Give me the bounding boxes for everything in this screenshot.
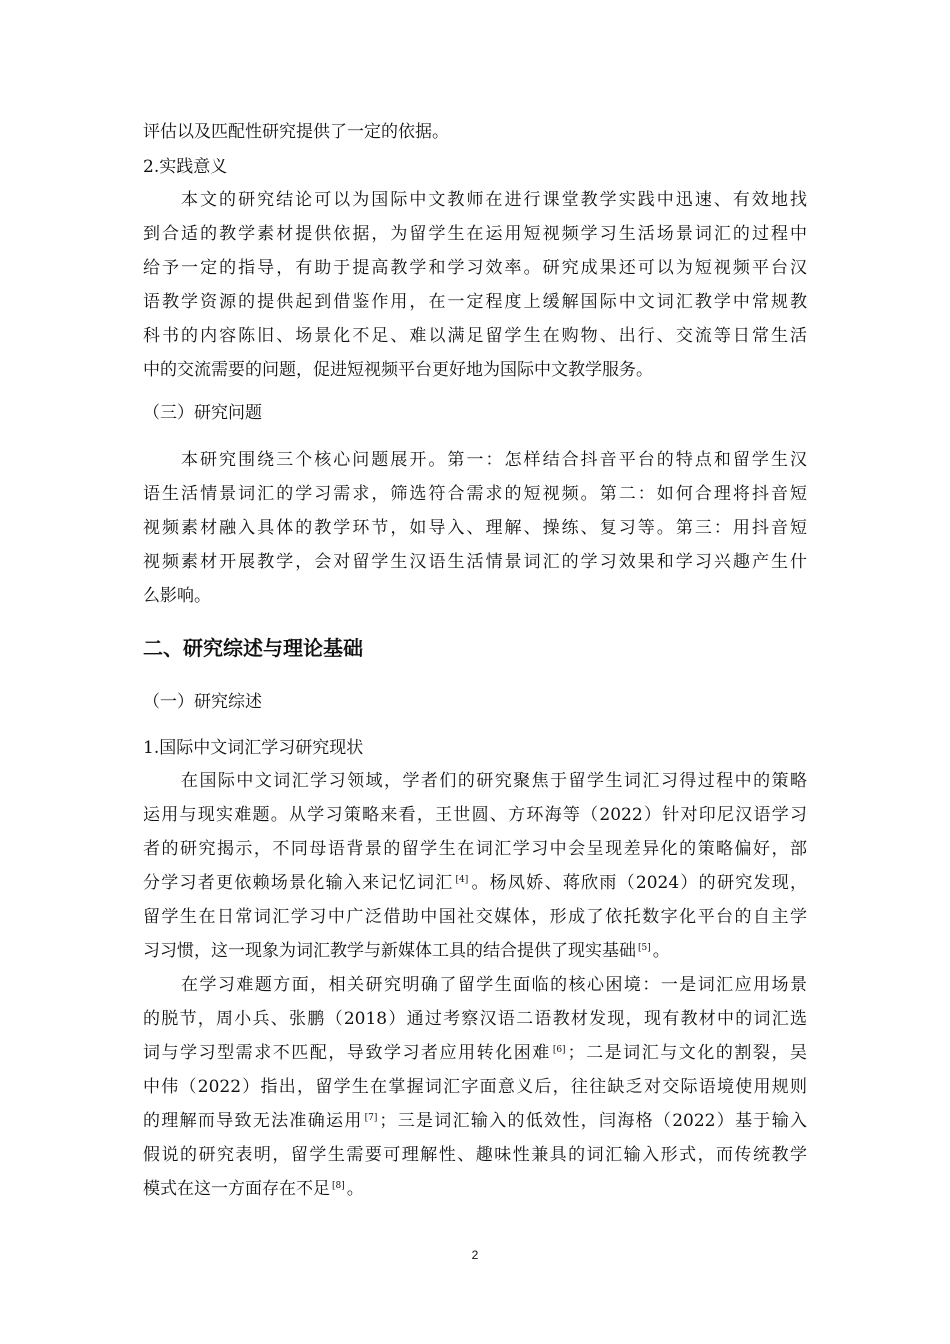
text-line	[143, 1045, 807, 1062]
text-fragment: 词与学习型需求不匹配，导致学习者应用转化困难	[143, 1043, 551, 1063]
text-line: 语生活情景词汇的学习需求，筛选符合需求的短视频。第二：如何合理将抖音短	[143, 484, 807, 504]
practical-heading: 2.实践意义	[143, 157, 228, 177]
text-line: 在国际中文词汇学习领域，学者们的研究聚焦于留学生词汇习得过程中的策略	[181, 771, 807, 791]
text-line: 么影响。	[143, 586, 211, 606]
text-line: 运用与现实难题。从学习策略来看，王世圆、方环海等（2022）针对印尼汉语学习	[143, 805, 807, 825]
text-line: 视频素材融入具体的教学环节，如导入、理解、操练、复习等。第三：用抖音短	[143, 518, 807, 538]
text-line: 科书的内容陈旧、场景化不足、难以满足留学生在购物、出行、交流等日常生活	[143, 326, 807, 346]
text-line: 语教学资源的提供起到借鉴作用，在一定程度上缓解国际中文词汇教学中常规教	[143, 292, 807, 312]
text-line: 评估以及匹配性研究提供了一定的依据。	[143, 122, 449, 142]
text-line: 到合适的教学素材提供依据，为留学生在运用短视频学习生活场景词汇的过程中	[143, 224, 807, 244]
text-line: 中的交流需要的问题，促进短视频平台更好地为国际中文教学服务。	[143, 360, 653, 380]
text-line	[143, 875, 807, 892]
text-fragment: ；二是词汇与文化的割裂，吴	[567, 1043, 808, 1063]
text-line: 在学习难题方面，相关研究明确了留学生面临的核心困境：一是词汇应用场景	[181, 975, 807, 995]
text-line	[143, 1113, 807, 1130]
text-fragment: 模式在这一方面存在不足	[143, 1179, 330, 1199]
research-questions-heading: （三）研究问题	[143, 403, 262, 423]
text-fragment: 。	[652, 941, 670, 961]
citation-marker[interactable]: [4]	[455, 875, 469, 885]
text-line: 假说的研究表明，留学生需要可理解性、趣味性兼具的词汇输入形式，而传统教学	[143, 1145, 807, 1165]
citation-marker[interactable]: [6]	[552, 1045, 566, 1055]
citation-marker[interactable]: [7]	[364, 1113, 378, 1123]
text-line: 的脱节，周小兵、张鹏（2018）通过考察汉语二语教材发现，现有教材中的词汇选	[143, 1009, 807, 1029]
text-line	[143, 943, 670, 960]
text-line: 视频素材开展教学，会对留学生汉语生活情景词汇的学习效果和学习兴趣产生什	[143, 552, 807, 572]
text-fragment: 的理解而导致无法准确运用	[143, 1111, 363, 1131]
citation-marker[interactable]: [5]	[638, 943, 651, 953]
text-line: 中伟（2022）指出，留学生在掌握词汇字面意义后，往往缺乏对交际语境使用规则	[143, 1077, 807, 1097]
review-heading: （一）研究综述	[143, 692, 262, 712]
text-line: 本文的研究结论可以为国际中文教师在进行课堂教学实践中迅速、有效地找	[181, 190, 807, 210]
page-number: 2	[471, 1248, 479, 1262]
text-line: 留学生在日常词汇学习中广泛借助中国社交媒体，形成了依托数字化平台的自主学	[143, 907, 807, 927]
text-fragment: 习习惯，这一现象为词汇教学与新媒体工具的结合提供了现实基础	[143, 941, 636, 961]
text-fragment: ；三是词汇输入的低效性，闫海格（2022）基于输入	[379, 1111, 808, 1131]
text-fragment: 。杨凤娇、蒋欣雨（2024）的研究发现，	[470, 873, 808, 893]
text-line: 者的研究揭示，不同母语背景的留学生在词汇学习中会呈现差异化的策略偏好，部	[143, 839, 807, 859]
status-heading: 1.国际中文词汇学习研究现状	[143, 738, 364, 758]
text-line: 给予一定的指导，有助于提高教学和学习效率。研究成果还可以为短视频平台汉	[143, 258, 807, 278]
text-fragment: 分学习者更依赖场景化输入来记忆词汇	[143, 873, 454, 893]
text-line: 本研究围绕三个核心问题展开。第一：怎样结合抖音平台的特点和留学生汉	[181, 450, 807, 470]
text-fragment: 。	[346, 1179, 364, 1199]
text-line	[143, 1181, 364, 1198]
chapter-heading: 二、研究综述与理论基础	[143, 636, 363, 660]
citation-marker[interactable]: [8]	[332, 1181, 345, 1191]
